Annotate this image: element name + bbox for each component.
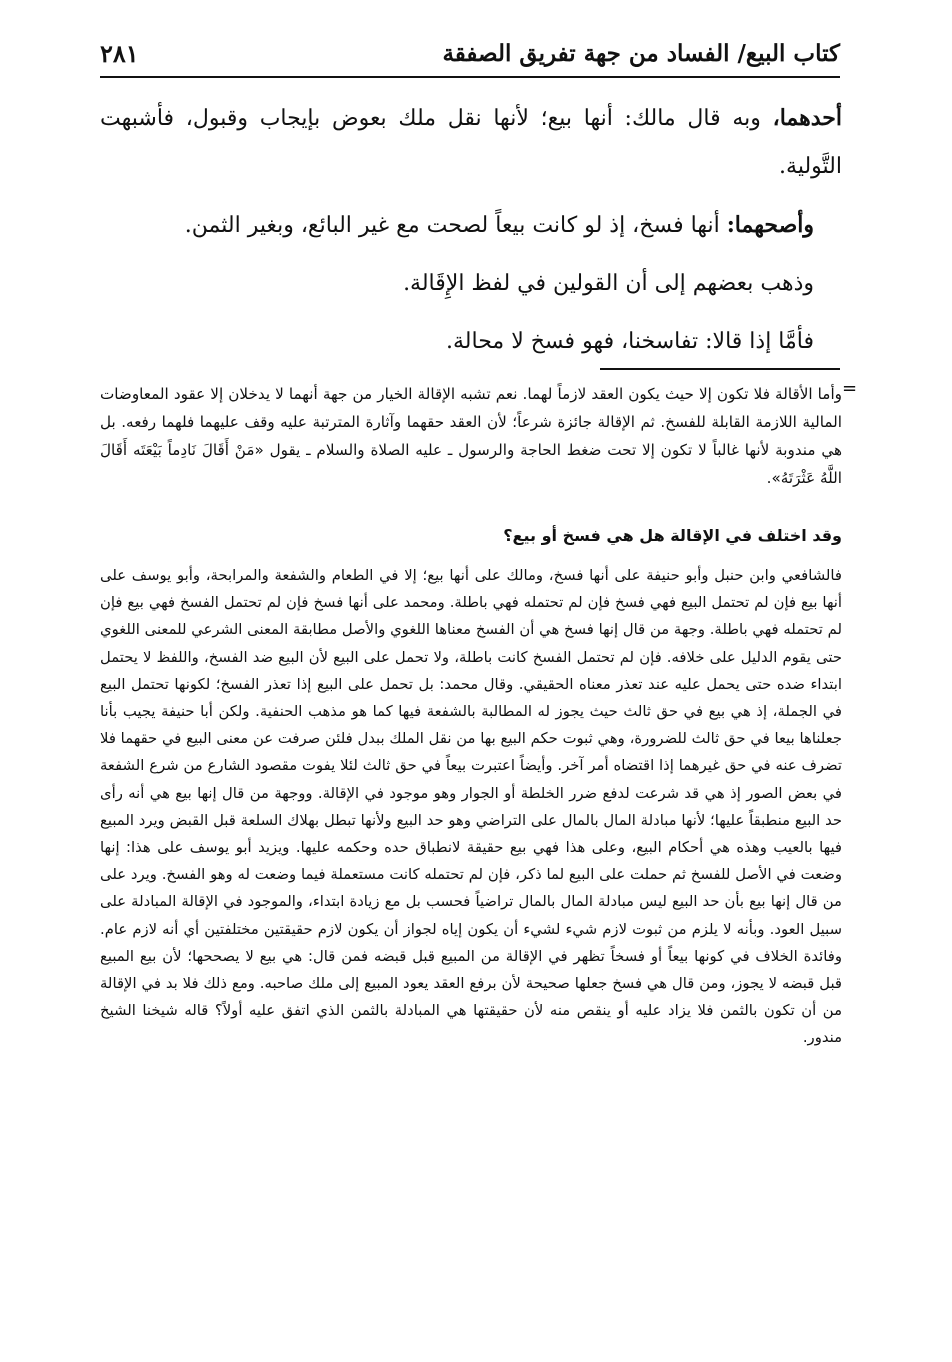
footnote-intro: وأما الأقالة فلا تكون إلا حيث يكون العقد لازماً لهما. نعم تشبه الإقالة الخيار من جهة أنهما لا يدخلان إلا عقود المعاوضات المالية اللازمة القابلة للفسخ. ثم الإقالة جائزة شرعاً؛ لأن العقد حقهما وآثارة المترتبة عليه وقف عليهما فلهما رفعه. بل هي مندوبة لأنها غالباً لا تكون إلا تحت ضغط الحاجة والرسول ـ عليه الصلاة والسلام ـ يقول «مَنْ أَقَالَ نَادِماً بَيْعَتَه أَقَالَ اللَّهُ عَثْرَتَهُ».: [100, 385, 842, 487]
paragraph-text: وبه قال مالك: أنها بيع؛ لأنها نقل ملك بعوض بإيجاب وقبول، فأشبهت التَّولية.: [100, 106, 842, 179]
paragraph-3: [100, 260, 814, 308]
footnote-heading: وقد اختلف في الإقالة هل هي فسخ أو بيع؟: [503, 526, 842, 545]
main-text: [100, 94, 842, 366]
footnote-continuation-mark: =: [842, 378, 858, 399]
paragraph-lead: وأصحهما:: [726, 212, 814, 238]
paragraph-2: [100, 201, 814, 250]
footnote-divider: [600, 368, 840, 370]
paragraph-4: [100, 318, 814, 366]
paragraph-text: فأمَّا إذا قالا: تفاسخنا، فهو فسخ لا محالة.: [446, 329, 814, 354]
page-number: ٢٨١: [100, 38, 139, 68]
footnote-body: فالشافعي وابن حنبل وأبو حنيفة على أنها فسخ، ومالك على أنها بيع؛ إلا في الطعام والشفعة والمرابحة، وأبو يوسف على أنها بيع فإن لم تحتمل البيع فهي فسخ فإن لم تحتمله فهي باطلة. ومحمد على أنها فسخ فإن لم تحتمل الفسخ فهي بيع فإن لم تحتمله فهي باطلة. وجهة من قال إنها فسخ هي أن الفسخ معناها اللغوي والأصل مطابقة المعنى الشرعي للمعنى اللغوي حتى يقوم الدليل على خلافه. فإن لم تحتمل الفسخ كانت باطلة، ولا تحمل على البيع لأن البيع ضد الفسخ، واللفظ لا يحتمل ابتداء ضده حتى يحمل عليه عند تعذر معناه الحقيقي. وقال محمد: بل تحمل على البيع إذا تعذر الفسخ؛ لكونها تحتمل البيع في الجملة، إذ هي بيع في حق ثالث حيث يجوز له المطالبة بالشفعة فيها كما هو مذهب الحنفية. ولكن أبا حنيفة يجيب بأنا جعلناها بيعا في حق ثالث للضرورة، وهي ثبوت حكم البيع بها من نقل الملك ببدل فلئن صرفت عن معنى البيع في حقهما فلا تضرف عنه في حق غيرهما إذا اقتضاه أمر آخر. وأيضاً اعتبرت بيعاً في حق ثالث لئلا يفوت مقصود الشارع من شرع الشفعة في بعض الصور إذ هي قد شرعت لدفع ضرر الخلطة أو الجوار وهو موجود في الإقالة. ووجهة من قال إنها بيع هي أنه رأى حد البيع منطبقاً عليها؛ لأنها مبادلة المال بالمال على التراضي وهو حد البيع ولأنها تبطل بهلاك السلعة قبل القبض ويرد المبيع فيها بالعيب وهذه هي أحكام البيع، وعلى هذا فهي بيع حقيقة لانطباق حده وحكمه عليها. ويزيد أبو يوسف على هذا: إنها وضعت في الأصل للفسخ ثم حملت على البيع لما ذكر، فإن لم تحتمله كانت مستعملة فيما وضعت له وهو الفسخ. ويرد على من قال إنها بيع بأن حد البيع ليس مبادلة المال بالمال تراضياً فحسب بل مع زيادة ابتداء، والموجود في الإقالة المبادلة على سبيل العود. وبأنه لا يلزم من ثبوت لازم شيء لشيء أن يكون إياه لجواز أن يكون لازم حقيقتين مختلفتين أي أنه لازم عام. وفائدة الخلاف في كونها بيعاً أو فسخاً تظهر في الإقالة من المبيع قبل قبضه فمن قال: هي بيع لا يصححها؛ لأن بيع المبيع قبل قبضه لا يجوز، ومن قال هي فسخ جعلها صحيحة لأن برفع العقد يعود المبيع إلى ملك صاحبه. ومع ذلك فلا بد في الإقالة من أن تكون بالثمن فلا يزاد عليه أو ينقص منه لأن حقيقتها هي المبادلة بالثمن الذي اتفق عليه أولاً؟ قاله شيخنا الشيخ مندور.: [100, 567, 842, 1047]
paragraph-lead: أحدهما،: [772, 105, 842, 131]
page-header: [100, 30, 840, 78]
paragraph-text: وذهب بعضهم إلى أن القولين في لفظ الإِقَالة.: [403, 271, 814, 296]
paragraph-text: أنها فسخ، إذ لو كانت بيعاً لصحت مع غير البائع، وبغير الثمن.: [184, 213, 727, 238]
paragraph-1: [100, 94, 842, 191]
running-title: كتاب البيع/ الفساد من جهة تفريق الصفقة: [442, 39, 840, 67]
